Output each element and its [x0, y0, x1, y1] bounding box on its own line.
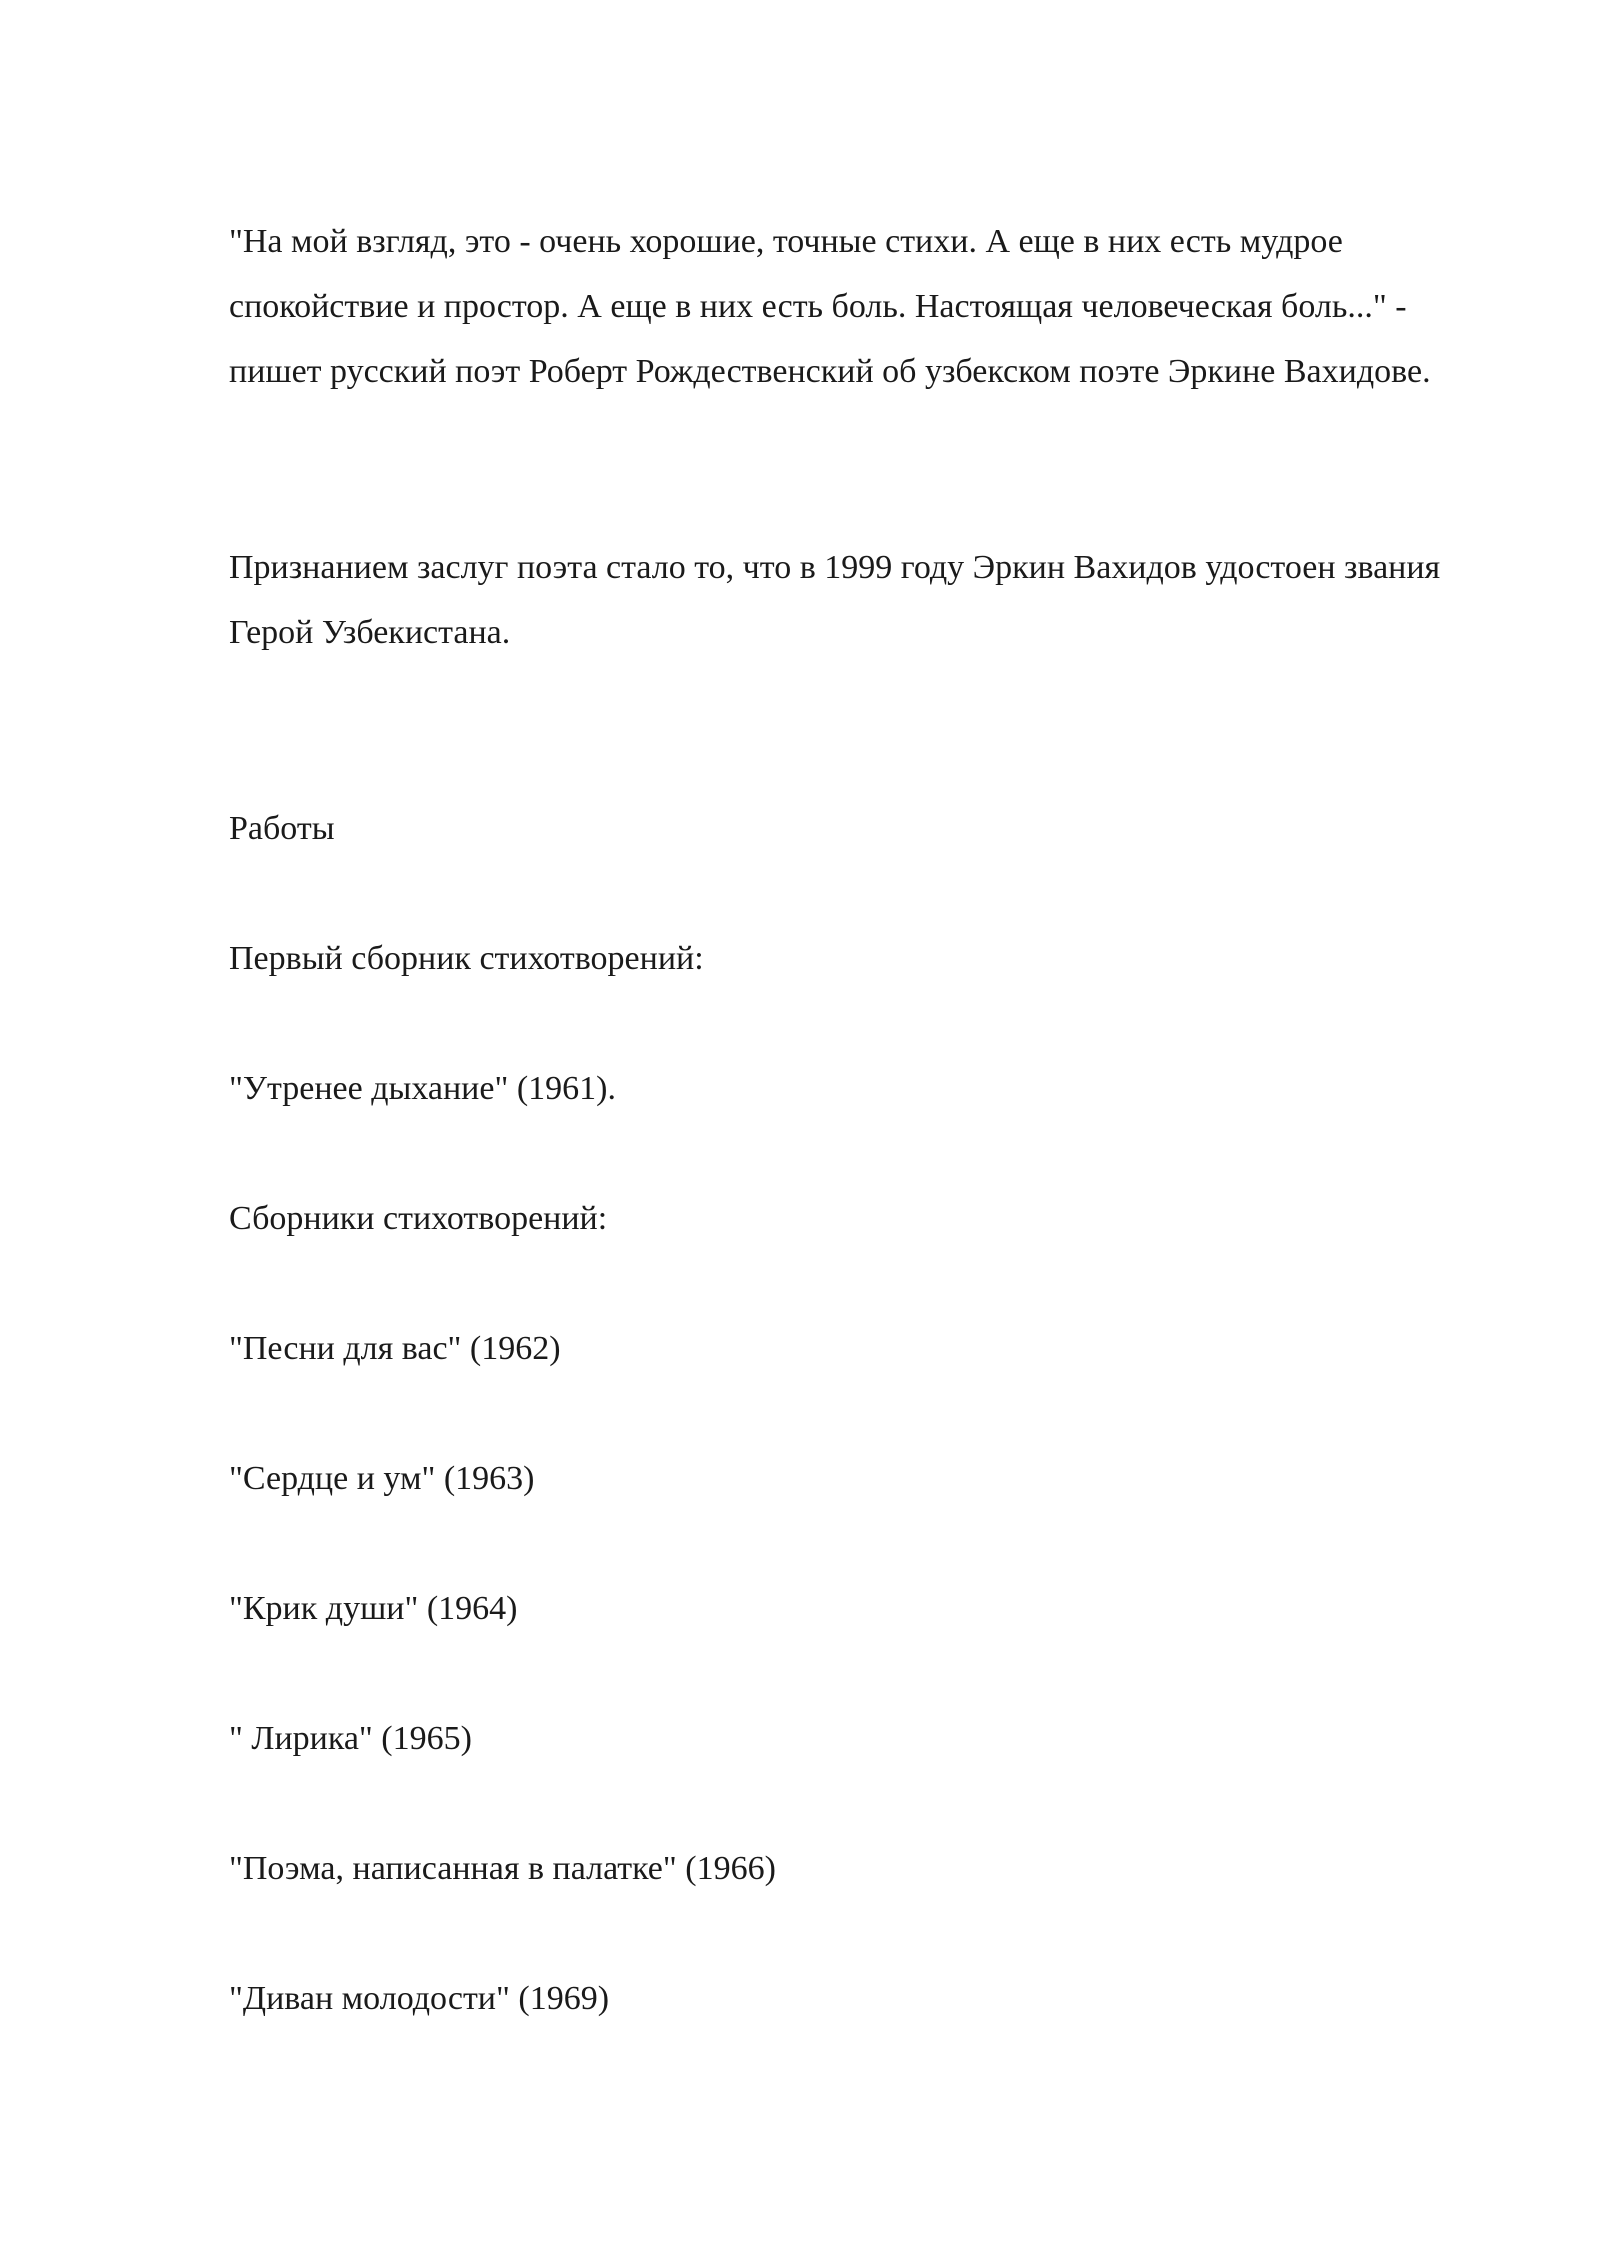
collection-item: "Песни для вас" (1962) — [229, 1330, 561, 1367]
collection-item: "Крик души" (1964) — [229, 1590, 518, 1627]
first-collection-item: "Утренее дыхание" (1961). — [229, 1070, 616, 1107]
collection-item: "Диван молодости" (1969) — [229, 1980, 610, 2017]
collection-item: "Поэма, написанная в палатке" (1966) — [229, 1850, 776, 1887]
recognition-paragraph: Признанием заслуг поэта стало то, что в 1999 году Эркин Вахидов удостоен звания Герой Узбекистана. — [229, 549, 1441, 651]
works-heading: Работы — [229, 810, 335, 847]
collection-item: "Сердце и ум" (1963) — [229, 1460, 535, 1497]
collection-item: " Лирика" (1965) — [229, 1720, 472, 1757]
quote-paragraph: "На мой взгляд, это - очень хорошие, точные стихи. А еще в них есть мудрое спокойствие и простор. А еще в них есть боль. Настоящая человеческая боль..." - пишет русский поэт Роберт Рождественский об узбекском поэте Эркине Вахидове. — [229, 223, 1431, 390]
first-collection-label: Первый сборник стихотворений: — [229, 940, 704, 977]
collections-label: Сборники стихотворений: — [229, 1200, 608, 1237]
